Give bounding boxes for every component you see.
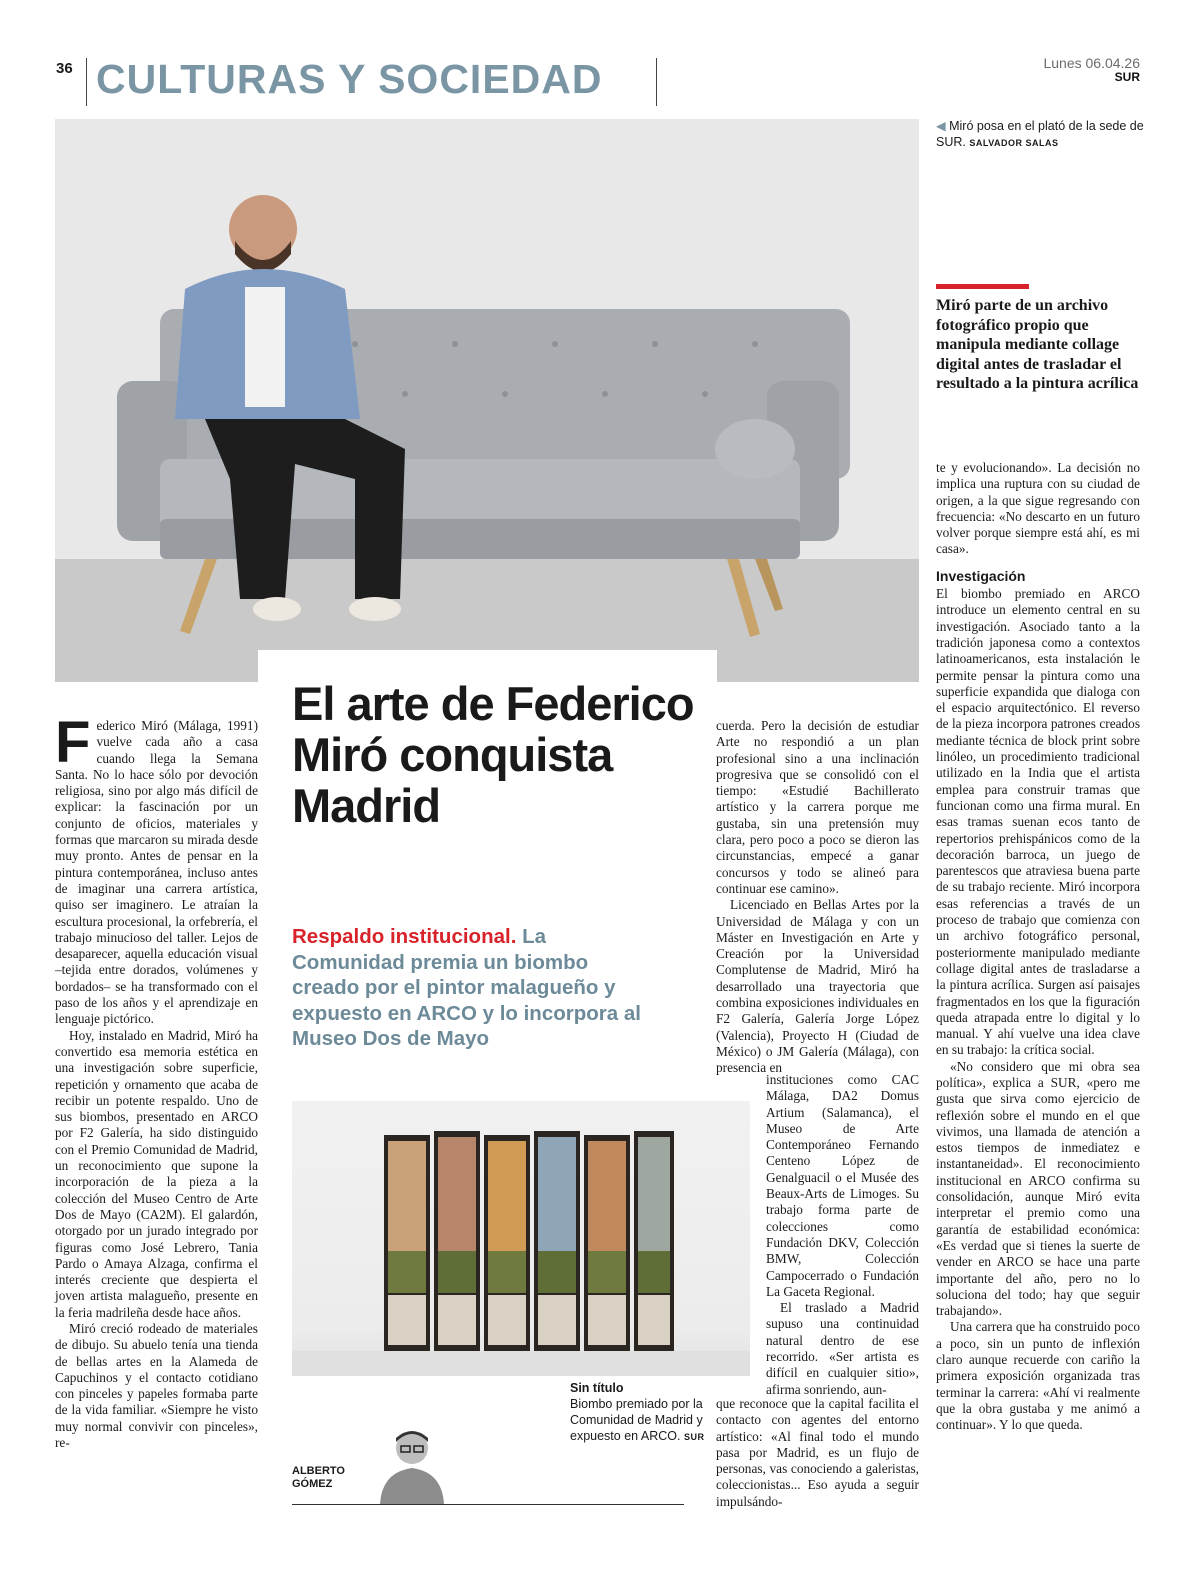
- author-portrait-icon: [372, 1422, 452, 1504]
- artwork-credit: SUR: [683, 1432, 705, 1442]
- caption-text: Miró posa en el plató de la sede de SUR.: [936, 119, 1144, 149]
- main-photo-caption: [936, 118, 1146, 151]
- paragraph: Una carrera que ha construido poco a poco, sin un punto de inflexión claro aunque recuerde con cariño la primera exposición organizada tras terminar la carrera: «Ahí vi realmente que la obra gustaba y me animó a continuar». Y lo que queda.: [936, 1319, 1140, 1433]
- sofa-portrait-illustration: [55, 119, 919, 682]
- section-title: CULTURAS Y SOCIEDAD: [96, 56, 603, 102]
- paragraph: cuerda. Pero la decisión de estudiar Arte no respondió a un plan profesional sino a una inclinación progresiva que se consolidó con el tiempo: «Estudié Bachillerato artístico y la carrera porque me gustaba, sin una pretensión muy clara, pero poco a poco se dieron las circunstancias, empecé a ganar concursos y todo se alineó para continuar ese camino».: [716, 718, 919, 896]
- paragraph: Hoy, instalado en Madrid, Miró ha convertido esa memoria estética en una investigación sobre superficie, repetición y ornamento que acaba de recibir un potente respaldo. Uno de sus biombos, presentado en ARCO por F2 Galería, ha sido distinguido con el Premio Comunidad de Madrid, un reconocimiento que supone la incorporación de la pieza a la colección del Museo Centro de Arte Dos de Mayo (CA2M). El galardón, otorgado por un jurado integrado por figuras como José Lebrero, Tania Pardo o Amaya Alzaga, confirma el interés creciente que despierta el joven artista malagueño, presente en la feria madrileña desde hace años.: [55, 1027, 258, 1320]
- intertitle: Investigación: [936, 567, 1026, 584]
- subhead: [292, 924, 652, 1052]
- article-column-4: [936, 460, 1140, 1434]
- paragraph: El traslado a Madrid supuso una continuidad natural dentro de ese recorrido. «Ser artista es difícil en cualquier sitio», afirma sonriendo, aun-: [766, 1300, 919, 1397]
- paragraph: «No considero que mi obra sea política», explica a SUR, «pero me gusta que sirva como ejercicio de reflexión sobre el mundo en el que vivimos, una llamada de atención a estos tiempos de inmediatez e instantaneidad». El reconocimiento institucional en ARCO confirma su consolidación, aunque Miró evita interpretar el premio como una garantía de estabilidad económica: «Es verdad que si tienes la suerte de vender en ARCO se hace una parte importante del año, pero no lo soluciona del todo; hay que seguir trabajando».: [936, 1058, 1140, 1319]
- headline: El arte de Federico Miró conquista Madrid: [292, 677, 694, 832]
- author-last-name: GÓMEZ: [292, 1478, 333, 1490]
- pullquote-accent-bar: [936, 284, 1029, 289]
- lead-text: ederico Miró (Málaga, 1991) vuelve cada año a casa cuando llega la Semana Santa. No lo hace sólo por devoción religiosa, sino por algo más difícil de explicar: la fascinación por un conjunto de oficios, materiales y formas que marcaron su mirada desde muy pronto. Antes de pensar en la pintura contemporánea, incluso antes de imaginar una carrera artística, quiso ser imaginero. Le atraían la escultura procesional, la orfebrería, el trabajo minucioso del taller. Lejos de desaparecer, aquella educación visual –tejida entre dorados, volúmenes y bordados– se ha transformado con el paso de los años y el aprendizaje en lenguaje pictórico.: [55, 718, 258, 1027]
- paragraph: te y evolucionando». La decisión no implica una ruptura con su ciudad de origen, a la que sigue regresando con frecuencia: «No descarto en un futuro volver porque siempre está ahí, es mi casa».: [936, 460, 1140, 557]
- paragraph: que reconoce que la capital facilita el contacto con agentes del entorno artístico: «Al final todo el mundo pasa por Madrid, es un flujo de personas, vas conociendo a galeristas, coleccionistas... Eso ayuda a seguir impulsándo-: [716, 1396, 919, 1509]
- author-first-name: ALBERTO: [292, 1465, 345, 1477]
- paragraph: Miró creció rodeado de materiales de dibujo. Su abuelo tenía una tienda de bellas artes en la Alameda de Capuchinos y el contacto cotidiano con pinceles y papeles formaba parte de la vida familiar. «Siempre he visto muy normal convivir con pinceles», re-: [55, 1320, 258, 1451]
- photo-credit: SALVADOR SALAS: [969, 138, 1059, 148]
- subhead-text: La Comunidad premia un biombo creado por el pintor malagueño y expuesto en ARCO y lo incorpora al Museo Dos de Mayo: [292, 925, 641, 1050]
- artwork-title: Sin título: [570, 1381, 624, 1395]
- artwork-caption: [570, 1380, 710, 1445]
- article-column-3-wrap: [766, 1072, 919, 1398]
- paragraph: El biombo premiado en ARCO introduce un elemento central en su investigación. Asociado tanto a la tradición japonesa como a contextos latinoamericanos, esta instalación le permite pensar la pintura como una superficie expandida que dialoga con el espacio arquitectónico. El reverso de la pieza incorpora patrones creados mediante técnica de block print sobre linóleo, un procedimiento tradicional utilizado en la India que el artista emplea para construir tramas que funcionan como una firma mural. En esas tramas suenan ecos tanto de repertorios prehispánicos como de la decoración barroca, un juego de parentescos que atraviesa buena parte de su trabajo reciente. Miró incorpora esas referencias a través de un proceso de trabajo que comienza con un archivo fotográfico personal, posteriormente manipulado mediante collage digital antes de trasladarse a la pintura acrílica. Surgen así paisajes fragmentados en los que la figuración queda atrapada entre lo digital y lo manual. Y ahí vuelve una idea clave en su trabajo: la crítica social.: [936, 586, 1140, 1058]
- page-number: 36: [56, 60, 73, 77]
- subhead-lead: Respaldo institucional.: [292, 925, 517, 948]
- issue-date: Lunes 06.04.26: [1043, 55, 1140, 71]
- artwork-photo: [292, 1101, 750, 1376]
- article-column-1: [55, 710, 258, 1451]
- header-divider-right: [656, 58, 657, 106]
- pull-quote: Miró parte de un archivo fotográfico propio que manipula mediante collage digital antes de trasladar el resultado a la pintura acrílica: [936, 297, 1139, 392]
- brand-name: SUR: [1114, 70, 1140, 84]
- folding-screen-illustration: [292, 1101, 750, 1376]
- author-rule: [292, 1504, 684, 1505]
- paragraph: instituciones como CAC Málaga, DA2 Domus Artium (Salamanca), el Museo de Arte Contemporáneo Fernando Centeno López de Genalguacil o el Musée des Beaux-Arts de Limoges. Su trabajo forma parte de colecciones como Fundación DKV, Colección BMW, Colección Campocerrado o Fundación La Gaceta Regional.: [766, 1072, 919, 1299]
- author-avatar: [372, 1422, 452, 1504]
- header-divider: [86, 58, 87, 106]
- artwork-caption-text: Biombo premiado por la Comunidad de Madrid y expuesto en ARCO.: [570, 1397, 703, 1443]
- lead-paragraph: [55, 710, 258, 1028]
- author-byline: [292, 1465, 345, 1491]
- paragraph: Licenciado en Bellas Artes por la Universidad de Málaga y con un Máster en Investigación en Arte y Creación por la Universidad Complutense de Madrid, Miró ha desarrollado una trayectoria que combina exposiciones individuales en F2 Galería, Galería Jorge López (Valencia), Proyecto H (Ciudad de México) o JM Galería (Málaga), con presencia en: [716, 897, 919, 1076]
- article-column-3: [716, 718, 919, 1077]
- caret-left-icon: ◀: [936, 119, 946, 133]
- article-column-3-bottom: [716, 1396, 919, 1510]
- main-photo: [55, 119, 919, 682]
- drop-cap: F: [55, 710, 91, 775]
